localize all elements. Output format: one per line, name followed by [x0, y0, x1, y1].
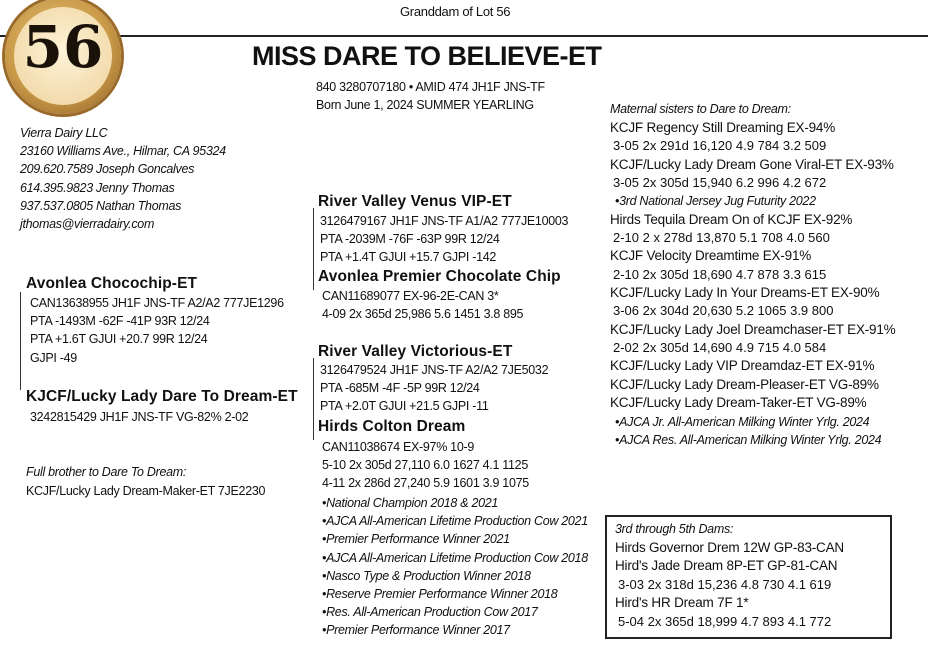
sister-name: KCJF Velocity Dreamtime EX-91%: [610, 248, 812, 264]
sister-record: 3-06 2x 304d 20,630 5.2 1065 3.9 800: [613, 303, 834, 319]
animal-ids: 840 3280707180 • AMID 474 JH1F JNS-TF: [316, 80, 545, 94]
sister-honor: •AJCA Res. All-American Milking Winter Yrlg. 2024: [615, 432, 882, 447]
sister-record: 2-10 2 x 278d 13,870 5.1 708 4.0 560: [613, 230, 830, 246]
maternal-sisters-label: Maternal sisters to Dare to Dream:: [610, 102, 791, 116]
sire-detail-line: GJPI -49: [30, 350, 77, 365]
animal-born: Born June 1, 2024 SUMMER YEARLING: [316, 98, 534, 112]
honor-line: •Res. All-American Production Cow 2017: [322, 605, 538, 620]
sister-name: KCJF/Lucky Lady VIP Dreamdaz-ET EX-91%: [610, 358, 875, 374]
sire-dam-details: [322, 287, 523, 323]
sire-detail-line: CAN13638955 JH1F JNS-TF A2/A2 777JE1296: [30, 296, 284, 310]
sire-dam-name: Avonlea Premier Chocolate Chip: [318, 268, 561, 285]
sister-name: KCJF/Lucky Lady Dream Gone Viral-ET EX-93%: [610, 156, 894, 172]
dams-box-list: [615, 539, 844, 631]
sister-name: Hirds Tequila Dream On of KCJF EX-92%: [610, 211, 853, 227]
lot-number: 56: [22, 13, 104, 81]
consignor-line: 937.537.0805 Nathan Thomas: [20, 198, 182, 213]
consignor-line: 209.620.7589 Joseph Goncalves: [20, 162, 195, 177]
honor-line: •Reserve Premier Performance Winner 2018: [322, 587, 558, 602]
sire-sire-detail-line: 3126479167 JH1F JNS-TF A1/A2 777JE10003: [320, 214, 569, 228]
dam-dam-honors: [322, 494, 588, 640]
consignor-line: jthomas@vierradairy.com: [20, 217, 155, 232]
sister-name: KCJF Regency Still Dreaming EX-94%: [610, 120, 836, 135]
lot-badge: [5, 0, 121, 114]
sister-honor: •AJCA Jr. All-American Milking Winter Yrlg. 2024: [615, 414, 870, 429]
full-brother-name: KCJF/Lucky Lady Dream-Maker-ET 7JE2230: [26, 484, 266, 498]
sire-sire-details: [320, 212, 568, 267]
consignor-line: Vierra Dairy LLC: [20, 126, 108, 140]
ancestor-record: 5-04 2x 365d 18,999 4.7 893 4.1 772: [618, 613, 832, 629]
sire-detail-line: PTA +1.6T GJUI +20.7 99R 12/24: [30, 332, 208, 347]
sire-dam-detail-line: 4-09 2x 365d 25,986 5.6 1451 3.8 895: [322, 307, 524, 322]
honor-line: •AJCA All-American Lifetime Production Cow 2018: [322, 550, 588, 565]
dam-sire-details: [320, 361, 548, 416]
dams-box: [605, 515, 892, 639]
consignor-line: 614.395.9823 Jenny Thomas: [20, 180, 175, 195]
ancestor-name: Hirds Governor Drem 12W GP-83-CAN: [615, 540, 844, 555]
full-brother-label: Full brother to Dare To Dream:: [26, 465, 187, 479]
dam-name: KJCF/Lucky Lady Dare To Dream-ET: [26, 388, 298, 405]
dam-sire-detail-line: PTA -685M -4F -5P 99R 12/24: [320, 381, 480, 396]
sister-name: KCJF/Lucky Lady Dream-Taker-ET VG-89%: [610, 395, 867, 411]
sire-bracket: [20, 292, 21, 390]
honor-line: •Nasco Type & Production Winner 2018: [322, 568, 531, 583]
header-rule: [0, 35, 928, 37]
ancestor-name: Hird's Jade Dream 8P-ET GP-81-CAN: [615, 558, 838, 574]
dam-sire-bracket: [313, 358, 314, 440]
sire-sire-bracket: [313, 208, 314, 290]
honor-line: •Premier Performance Winner 2021: [322, 532, 510, 547]
dam-details: 3242815429 JH1F JNS-TF VG-82% 2-02: [30, 410, 249, 424]
sister-honor: •3rd National Jersey Jug Futurity 2022: [615, 194, 816, 209]
honor-line: •Premier Performance Winner 2017: [322, 623, 510, 638]
sire-sire-detail-line: PTA +1.4T GJUI +15.7 GJPI -142: [320, 250, 497, 265]
maternal-sisters-list: [610, 119, 895, 449]
sister-record: 2-02 2x 305d 14,690 4.9 715 4.0 584: [613, 340, 827, 356]
dam-dam-detail-line: 5-10 2x 305d 27,110 6.0 1627 4.1 1125: [322, 458, 528, 473]
ancestor-name: Hird's HR Dream 7F 1*: [615, 595, 749, 611]
animal-name: MISS DARE TO BELIEVE-ET: [252, 41, 602, 71]
dam-dam-name: Hirds Colton Dream: [318, 418, 466, 435]
dam-dam-details: [322, 438, 529, 493]
dam-sire-name: River Valley Victorious-ET: [318, 343, 513, 360]
sire-sire-detail-line: PTA -2039M -76F -63P 99R 12/24: [320, 232, 500, 247]
sister-name: KCJF/Lucky Lady Dream-Pleaser-ET VG-89%: [610, 376, 879, 392]
sister-record: 3-05 2x 305d 15,940 6.2 996 4.2 672: [613, 175, 827, 191]
dam-sire-detail-line: 3126479524 JH1F JNS-TF A2/A2 7JE5032: [320, 363, 549, 377]
sister-record: 2-10 2x 305d 18,690 4.7 878 3.3 615: [613, 266, 827, 282]
sire-dam-detail-line: CAN11689077 EX-96-2E-CAN 3*: [322, 289, 499, 303]
ancestor-record: 3-03 2x 318d 15,236 4.8 730 4.1 619: [618, 576, 832, 592]
dam-sire-detail-line: PTA +2.0T GJUI +21.5 GJPI -11: [320, 399, 489, 414]
sire-name: Avonlea Chocochip-ET: [26, 275, 198, 292]
sister-name: KCJF/Lucky Lady Joel Dreamchaser-ET EX-91%: [610, 321, 896, 337]
sire-detail-line: PTA -1493M -62F -41P 93R 12/24: [30, 314, 210, 329]
dam-dam-detail-line: CAN11038674 EX-97% 10-9: [322, 440, 474, 454]
sire-sire-name: River Valley Venus VIP-ET: [318, 193, 512, 210]
honor-line: •National Champion 2018 & 2021: [322, 496, 499, 510]
sister-name: KCJF/Lucky Lady In Your Dreams-ET EX-90%: [610, 285, 880, 301]
consignor-line: 23160 Williams Ave., Hilmar, CA 95324: [20, 144, 226, 159]
dam-dam-detail-line: 4-11 2x 286d 27,240 5.9 1601 3.9 1075: [322, 476, 529, 491]
consignor-block: [20, 124, 226, 233]
sire-details: [30, 294, 284, 367]
dams-box-label: 3rd through 5th Dams:: [615, 522, 734, 536]
honor-line: •AJCA All-American Lifetime Production Cow 2021: [322, 514, 588, 529]
granddam-note: Granddam of Lot 56: [400, 4, 511, 19]
sister-record: 3-05 2x 291d 16,120 4.9 784 3.2 509: [613, 138, 827, 154]
